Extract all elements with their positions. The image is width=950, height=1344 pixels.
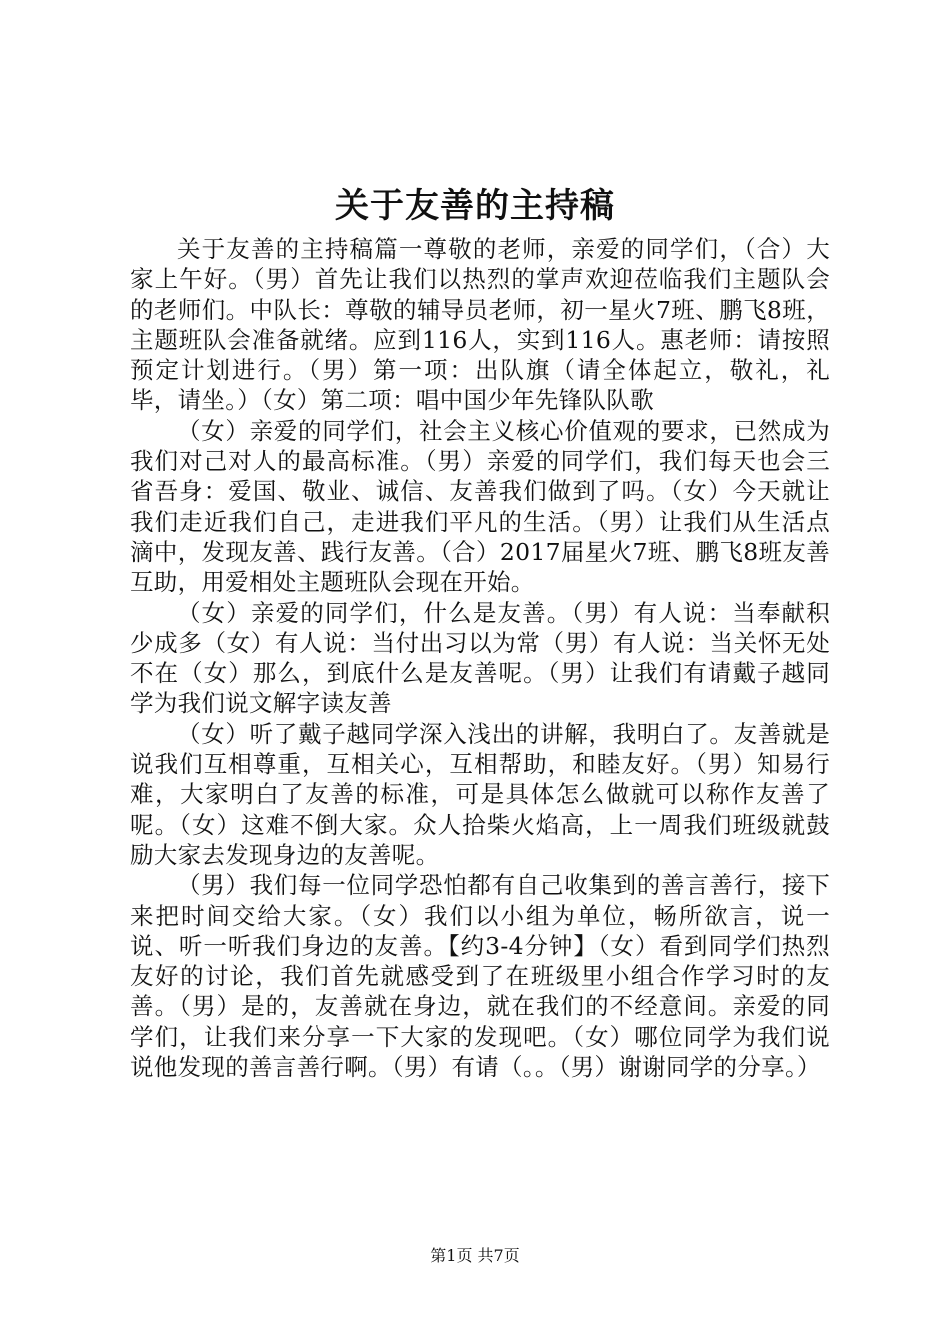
- page-footer: 第1页 共7页: [430, 1246, 520, 1265]
- document-title: 关于友善的主持稿: [335, 186, 615, 226]
- paragraph: 关于友善的主持稿篇一尊敬的老师，亲爱的同学们，（合）大家上午好。（男）首先让我们以热烈的掌声欢迎莅临我们主题队会的老师们。中队长：尊敬的辅导员老师，初一星火7班、鹏飞8班，主题班队会准备就绪。应到116人，实到116人。惠老师：请按照预定计划进行。（男）第一项：出队旗（请全体起立，敬礼，礼毕，请坐。）（女）第二项：唱中国少年先锋队队歌: [130, 235, 830, 415]
- paragraph: （女）听了戴子越同学深入浅出的讲解，我明白了。友善就是说我们互相尊重，互相关心，互相帮助，和睦友好。（男）知易行难，大家明白了友善的标准，可是具体怎么做就可以称作友善了呢。（女）这难不倒大家。众人拾柴火焰高，上一周我们班级就鼓励大家去发现身边的友善呢。: [130, 719, 830, 869]
- paragraph: （男）我们每一位同学恐怕都有自己收集到的善言善行，接下来把时间交给大家。（女）我们以小组为单位，畅所欲言，说一说、听一听我们身边的友善。【约3-4分钟】（女）看到同学们热烈友好的讨论，我们首先就感受到了在班级里小组合作学习时的友善。（男）是的，友善就在身边，就在我们的不经意间。亲爱的同学们，让我们来分享一下大家的发现吧。（女）哪位同学为我们说说他发现的善言善行啊。（男）有请（。。（男）谢谢同学的分享。）: [130, 871, 830, 1082]
- paragraph: （女）亲爱的同学们，什么是友善。（男）有人说：当奉献积少成多（女）有人说：当付出习以为常（男）有人说：当关怀无处不在（女）那么，到底什么是友善呢。（男）让我们有请戴子越同学为我们说文解字读友善: [130, 598, 830, 718]
- document-body: [130, 234, 830, 1082]
- paragraph: （女）亲爱的同学们，社会主义核心价值观的要求，已然成为我们对己对人的最高标准。（男）亲爱的同学们，我们每天也会三省吾身：爱国、敬业、诚信、友善我们做到了吗。（女）今天就让我们走近我们自己，走进我们平凡的生活。（男）让我们从生活点滴中，发现友善、践行友善。（合）2017届星火7班、鹏飞8班友善互助，用爱相处主题班队会现在开始。: [130, 416, 830, 597]
